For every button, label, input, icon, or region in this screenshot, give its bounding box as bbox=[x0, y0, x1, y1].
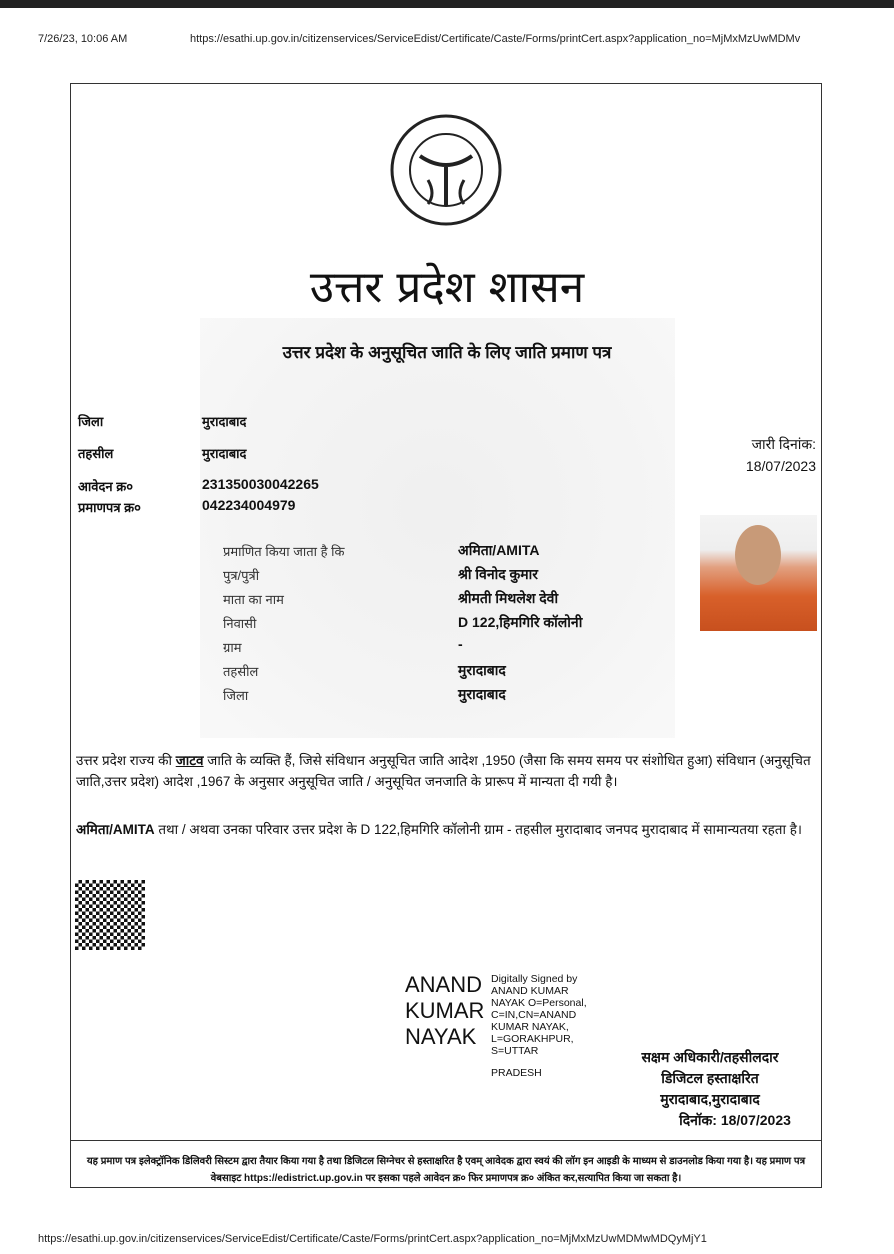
field-value-district: मुरादाबाद bbox=[202, 414, 247, 429]
authority-location: मुरादाबाद,मुरादाबाद bbox=[660, 1091, 760, 1107]
field-label-tehsil: तहसील bbox=[78, 446, 114, 461]
signature-detail-line: ANAND KUMAR bbox=[491, 985, 569, 997]
issue-date-label: जारी दिनांक: bbox=[751, 436, 816, 452]
signature-name bbox=[405, 972, 484, 1050]
certificate-subtitle: उत्तर प्रदेश के अनुसूचित जाति के लिए जाति प्रमाण पत्र bbox=[282, 343, 612, 362]
residence-name: अमिता/AMITA bbox=[76, 822, 155, 837]
person-value-name: अमिता/AMITA bbox=[458, 542, 540, 558]
footnote-divider bbox=[70, 1140, 822, 1141]
person-value-district: मुरादाबाद bbox=[458, 686, 506, 702]
person-value-mother: श्रीमती मिथलेश देवी bbox=[458, 590, 559, 606]
statement-text-cont: जाति के व्यक्ति हैं, जिसे संविधान अनुसूचित जाति आदेश ,1950 (जैसा कि समय समय पर संशोधित हुआ) संविधान (अनुसूचित जाति,उत्तर प्रदेश) आदेश ,1967 के अनुसार अनुसूचित जाति / अनुसूचित जनजाति के प्रारूप में मान्यता दी गयी है। bbox=[76, 753, 811, 789]
issue-date: 18/07/2023 bbox=[745, 458, 816, 474]
print-datetime: 7/26/23, 10:06 AM bbox=[38, 33, 128, 45]
top-bar bbox=[0, 0, 894, 8]
statement-text: उत्तर प्रदेश राज्य की bbox=[76, 753, 176, 768]
person-label-village: ग्राम bbox=[223, 640, 242, 655]
person-label-certified: प्रमाणित किया जाता है कि bbox=[223, 544, 345, 559]
watermark-emblem bbox=[200, 318, 675, 738]
signature-detail-line: S=UTTAR bbox=[491, 1045, 539, 1057]
person-label-resident: निवासी bbox=[223, 616, 257, 631]
signature-name-line: KUMAR bbox=[405, 998, 485, 1023]
person-label-son-daughter: पुत्र/पुत्री bbox=[223, 568, 260, 583]
signature-detail-line: KUMAR NAYAK, bbox=[491, 1021, 569, 1033]
authority-title: सक्षम अधिकारी/तहसीलदार bbox=[641, 1049, 779, 1065]
signature-name-line: ANAND bbox=[405, 972, 483, 997]
person-value-village: - bbox=[458, 636, 463, 652]
field-value-tehsil: मुरादाबाद bbox=[202, 446, 247, 461]
signature-name-line: NAYAK bbox=[405, 1024, 477, 1049]
signature-detail-line: L=GORAKHPUR, bbox=[491, 1033, 574, 1045]
authority-signed: डिजिटल हस्ताक्षरित bbox=[661, 1070, 759, 1086]
residence-statement bbox=[76, 819, 816, 840]
signature-detail-line: NAYAK O=Personal, bbox=[491, 997, 587, 1009]
field-label-certificate-no: प्रमाणपत्र क्र० bbox=[78, 500, 141, 515]
field-value-certificate-no: 042234004979 bbox=[202, 497, 296, 513]
up-government-emblem bbox=[390, 114, 502, 226]
qr-code bbox=[75, 880, 145, 950]
signature-detail-line: C=IN,CN=ANAND bbox=[491, 1009, 577, 1021]
authority-date: दिनॉक: 18/07/2023 bbox=[679, 1112, 791, 1128]
certificate-footnote: यह प्रमाण पत्र इलेक्ट्रॉनिक डिलिवरी सिस्टम द्वारा तैयार किया गया है तथा डिजिटल सिग्नेचर से हस्ताक्षरित है एवम् आवेदक द्वारा स्वयं की लॉग इन आइडी के माध्यम से डाउनलोड किया गया है। यह प्रमाण पत्र वेबसाइट https://edistrict.up.gov.in पर इसका पहले आवेदन क्र० फिर प्रमाणपत्र क्र० अंकित कर,सत्यापित किया जा सकता है। bbox=[86, 1156, 806, 1184]
signature-detail-line: Digitally Signed by bbox=[491, 973, 578, 985]
signature-detail-line: PRADESH bbox=[491, 1067, 542, 1079]
print-url: https://esathi.up.gov.in/citizenservices/ServiceEdist/Certificate/Caste/Forms/printCert.aspx?application_no=MjMxMzUwMDMv bbox=[190, 33, 801, 45]
field-label-district: जिला bbox=[78, 414, 104, 429]
person-value-address: D 122,हिमगिरि कॉलोनी bbox=[458, 614, 583, 630]
residence-text: तथा / अथवा उनका परिवार उत्तर प्रदेश के D 122,हिमगिरि कॉलोनी ग्राम - तहसील मुरादाबाद जनपद मुरादाबाद में सामान्यतया रहता है। bbox=[154, 822, 803, 837]
applicant-photo-face bbox=[735, 525, 781, 585]
issue-date-block bbox=[700, 433, 816, 477]
person-value-father: श्री विनोद कुमार bbox=[458, 566, 539, 582]
caste-statement bbox=[76, 750, 816, 792]
field-label-application-no: आवेदन क्र० bbox=[78, 479, 133, 494]
person-label-mother: माता का नाम bbox=[223, 592, 284, 607]
person-label-tehsil: तहसील bbox=[223, 664, 259, 679]
field-value-application-no: 231350030042265 bbox=[202, 476, 319, 492]
print-footer-url: https://esathi.up.gov.in/citizenservices/ServiceEdist/Certificate/Caste/Forms/printCert.aspx?application_no=MjMxMzUwMDMwMDQyMjY1 bbox=[38, 1233, 707, 1245]
person-value-tehsil: मुरादाबाद bbox=[458, 662, 506, 678]
caste-name: जाटव bbox=[175, 753, 204, 768]
authority-block bbox=[600, 1047, 820, 1131]
person-label-district: जिला bbox=[223, 688, 249, 703]
certificate-title: उत्तर प्रदेश शासन bbox=[309, 262, 585, 313]
